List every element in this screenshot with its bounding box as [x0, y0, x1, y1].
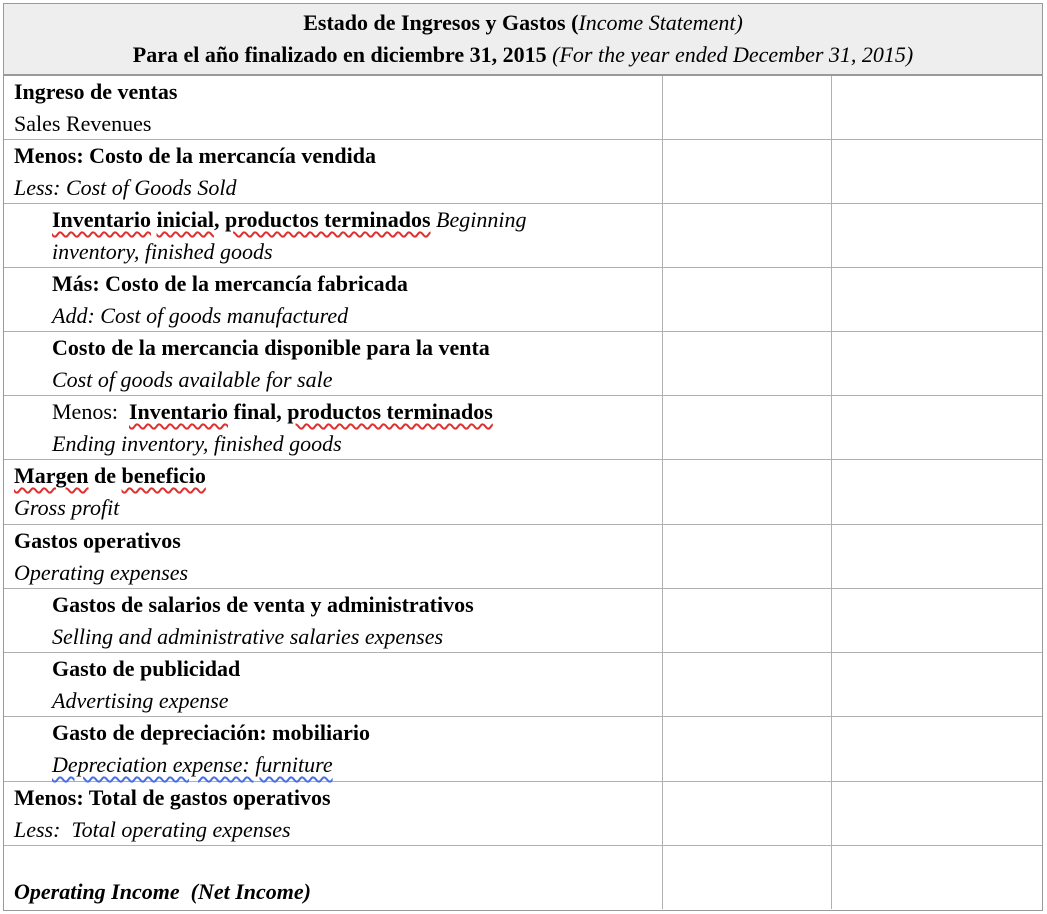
row-label-es: Gastos de salarios de venta y administrativos	[52, 592, 474, 617]
period-line	[4, 42, 1042, 68]
row-label-es: Ingreso de ventas	[14, 79, 178, 104]
row-label-es: Menos: Costo de la mercancía vendida	[14, 143, 376, 168]
row-label-es: Más: Costo de la mercancía fabricada	[52, 271, 408, 296]
amount-cell-2[interactable]	[831, 653, 1042, 716]
row-label-es: Margen de beneficio	[14, 463, 206, 488]
row-label-en: Add: Cost of goods manufactured	[52, 303, 349, 328]
amount-cell-1[interactable]	[662, 717, 831, 781]
row-label-en: Operating Income (Net Income)	[14, 879, 311, 904]
amount-cell-1[interactable]	[662, 204, 831, 267]
row-label-en: Less: Total operating expenses	[14, 817, 291, 842]
row-label-en: inventory, finished goods	[52, 239, 273, 264]
amount-cell-1[interactable]	[662, 589, 831, 652]
amount-cell-2[interactable]	[831, 589, 1042, 652]
row-label-es: Inventario inicial, productos terminados Beginning	[52, 207, 527, 232]
amount-cell-1[interactable]	[662, 140, 831, 203]
amount-cell-1[interactable]	[662, 460, 831, 524]
table-row-advertising-expense	[4, 653, 1042, 717]
row-label-es: Gasto de publicidad	[52, 656, 241, 681]
table-row-salaries-expenses	[4, 589, 1042, 653]
table-row-gross-profit	[4, 460, 1042, 525]
amount-cell-2[interactable]	[831, 76, 1042, 139]
row-label-es: Gastos operativos	[14, 528, 181, 553]
amount-cell-1[interactable]	[662, 396, 831, 459]
row-label-en: Operating expenses	[14, 560, 189, 585]
amount-cell-2[interactable]	[831, 396, 1042, 459]
period-es: Para el año finalizado en diciembre 31, 2015	[132, 42, 547, 67]
row-label-en: Gross profit	[14, 495, 120, 520]
row-label-es: Menos: Inventario final, productos terminados	[52, 399, 493, 424]
row-label-en: Selling and administrative salaries expenses	[52, 624, 444, 649]
amount-cell-1[interactable]	[662, 268, 831, 331]
amount-cell-2[interactable]	[831, 460, 1042, 524]
table-row-beginning-inventory	[4, 204, 1042, 268]
table-row-depreciation-expense	[4, 717, 1042, 782]
amount-cell-2[interactable]	[831, 717, 1042, 781]
table-row-operating-income	[4, 846, 1042, 909]
row-label-en: Advertising expense	[52, 688, 229, 713]
table-row-operating-expenses	[4, 525, 1042, 589]
amount-cell-1[interactable]	[662, 332, 831, 395]
row-label-en: Sales Revenues	[14, 111, 152, 136]
table-row-cost-of-goods-manufactured	[4, 268, 1042, 332]
row-label-en: Ending inventory, finished goods	[52, 431, 342, 456]
table-row-ending-inventory	[4, 396, 1042, 460]
period-en: (For the year ended December 31, 2015)	[552, 42, 914, 67]
amount-cell-1[interactable]	[662, 525, 831, 588]
amount-cell-1[interactable]	[662, 76, 831, 139]
row-label-en: Less: Cost of Goods Sold	[14, 175, 237, 200]
row-label-en: Depreciation expense: furniture	[52, 752, 333, 777]
table-header	[4, 4, 1042, 76]
amount-cell-1[interactable]	[662, 782, 831, 845]
amount-cell-2[interactable]	[831, 204, 1042, 267]
title-es: Estado de Ingresos y Gastos (	[303, 10, 579, 35]
table-row-total-operating-expenses	[4, 782, 1042, 846]
amount-cell-2[interactable]	[831, 525, 1042, 588]
row-label-es: Menos: Total de gastos operativos	[14, 785, 331, 810]
table-row-sales-revenues	[4, 76, 1042, 140]
row-label-es: Gasto de depreciación: mobiliario	[52, 720, 370, 745]
row-label-en: Cost of goods available for sale	[52, 367, 333, 392]
amount-cell-2[interactable]	[831, 782, 1042, 845]
income-statement-table	[3, 3, 1043, 911]
table-row-cost-of-goods-sold	[4, 140, 1042, 204]
title-line	[4, 10, 1042, 36]
row-label-es: Costo de la mercancia disponible para la venta	[52, 335, 490, 360]
amount-cell-2[interactable]	[831, 268, 1042, 331]
amount-cell-2[interactable]	[831, 140, 1042, 203]
title-en: Income Statement)	[578, 10, 743, 35]
amount-cell-2[interactable]	[831, 332, 1042, 395]
table-row-cost-of-goods-available	[4, 332, 1042, 396]
amount-cell-2[interactable]	[831, 846, 1042, 909]
amount-cell-1[interactable]	[662, 653, 831, 716]
amount-cell-1[interactable]	[662, 846, 831, 909]
